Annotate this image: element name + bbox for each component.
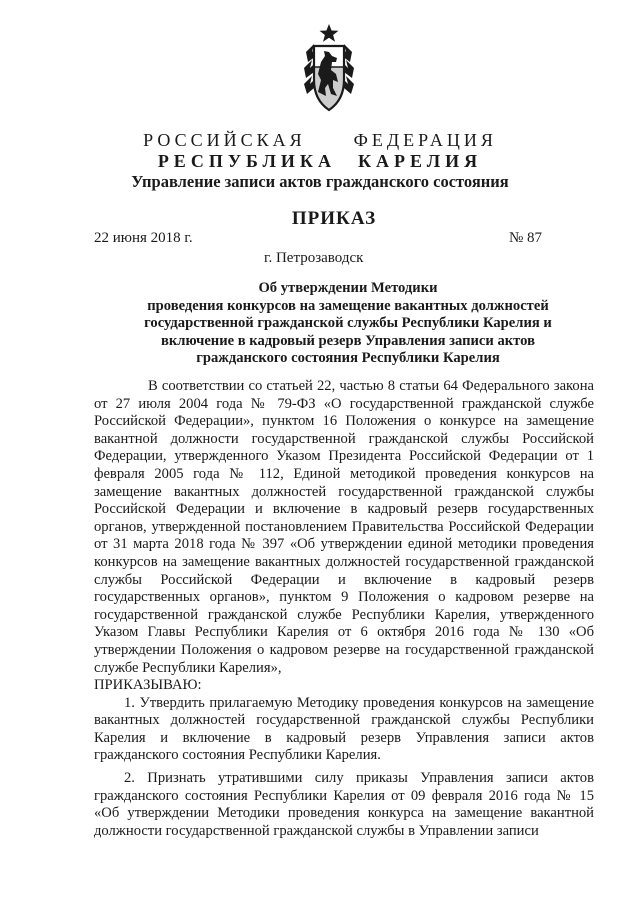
- country-word-2: ФЕДЕРАЦИЯ: [353, 130, 497, 150]
- order-item-2: 2. Признать утратившими силу приказы Управления записи актов гражданского состояния Республики Карелия от 09 февраля 2016 года № 15 «Об утверждении Методики проведения конкурса на замещение вакантной должности государственной гражданской службы в Управлении записи: [94, 770, 594, 839]
- order-number: № 87: [509, 230, 543, 246]
- agency-name: Управление записи актов гражданского состояния: [131, 172, 509, 191]
- crest-star: [320, 24, 339, 42]
- order-date: 22 июня 2018 г.: [94, 230, 193, 246]
- country-heading: [0, 130, 640, 151]
- order-city: г. Петрозаводск: [264, 250, 364, 266]
- order-subject: [94, 280, 602, 368]
- republic-word-1: РЕСПУБЛИКА: [157, 151, 336, 171]
- preamble-paragraph: В соответствии со статьей 22, частью 8 статьи 64 Федерального закона от 27 июля 2004 года № 79-ФЗ «О государственной гражданской службе Российской Федерации», пунктом 16 Положения о конкурсе на замещение вакантной должности государственной гражданской службы Российской Федерации, утвержденного Указом Президента Российской Федерации от 1 февраля 2005 года № 112, Единой методикой проведения конкурсов на замещение вакантных должностей государственной гражданской службы Российской Федерации и включение в кадровый резерв государственных органов, утвержденной постановлением Правительства Российской Федерации от 31 марта 2018 года № 397 «Об утверждении единой методики проведения конкурсов на замещение вакантных должностей государственной гражданской службы Российской Федерации и включение в кадровый резерв государственных органов», пунктом 9 Положения о кадровом резерве на государственной гражданской службе Республики Карелия, утвержденного Указом Главы Республики Карелия от 6 октября 2016 года № 130 «Об утверждении Положения о кадровом резерве на государственной гражданской службе Республики Карелия»,: [94, 378, 594, 676]
- country-word-1: РОССИЙСКАЯ: [143, 130, 306, 150]
- subject-line: включение в кадровый резерв Управления записи актов: [161, 332, 535, 349]
- subject-line: государственной гражданской службы Республики Карелия и: [144, 315, 552, 332]
- document-type: ПРИКАЗ: [291, 208, 377, 229]
- decree-word: ПРИКАЗЫВАЮ:: [94, 677, 202, 694]
- subject-line: Об утверждении Методики: [258, 280, 438, 296]
- republic-heading: [0, 151, 640, 172]
- order-body: [94, 378, 594, 840]
- subject-line: гражданского состояния Республики Карелия: [196, 350, 500, 367]
- karelia-coat-of-arms-icon: [300, 22, 358, 114]
- order-item-1: 1. Утвердить прилагаемую Методику проведения конкурсов на замещение вакантных должностей государственной гражданской службы Республики Карелия и включение в кадровый резерв Управления записи актов гражданского состояния Республики Карелия.: [94, 694, 594, 764]
- republic-word-2: КАРЕЛИЯ: [357, 151, 483, 171]
- subject-line: проведения конкурсов на замещение вакантных должностей: [147, 297, 549, 314]
